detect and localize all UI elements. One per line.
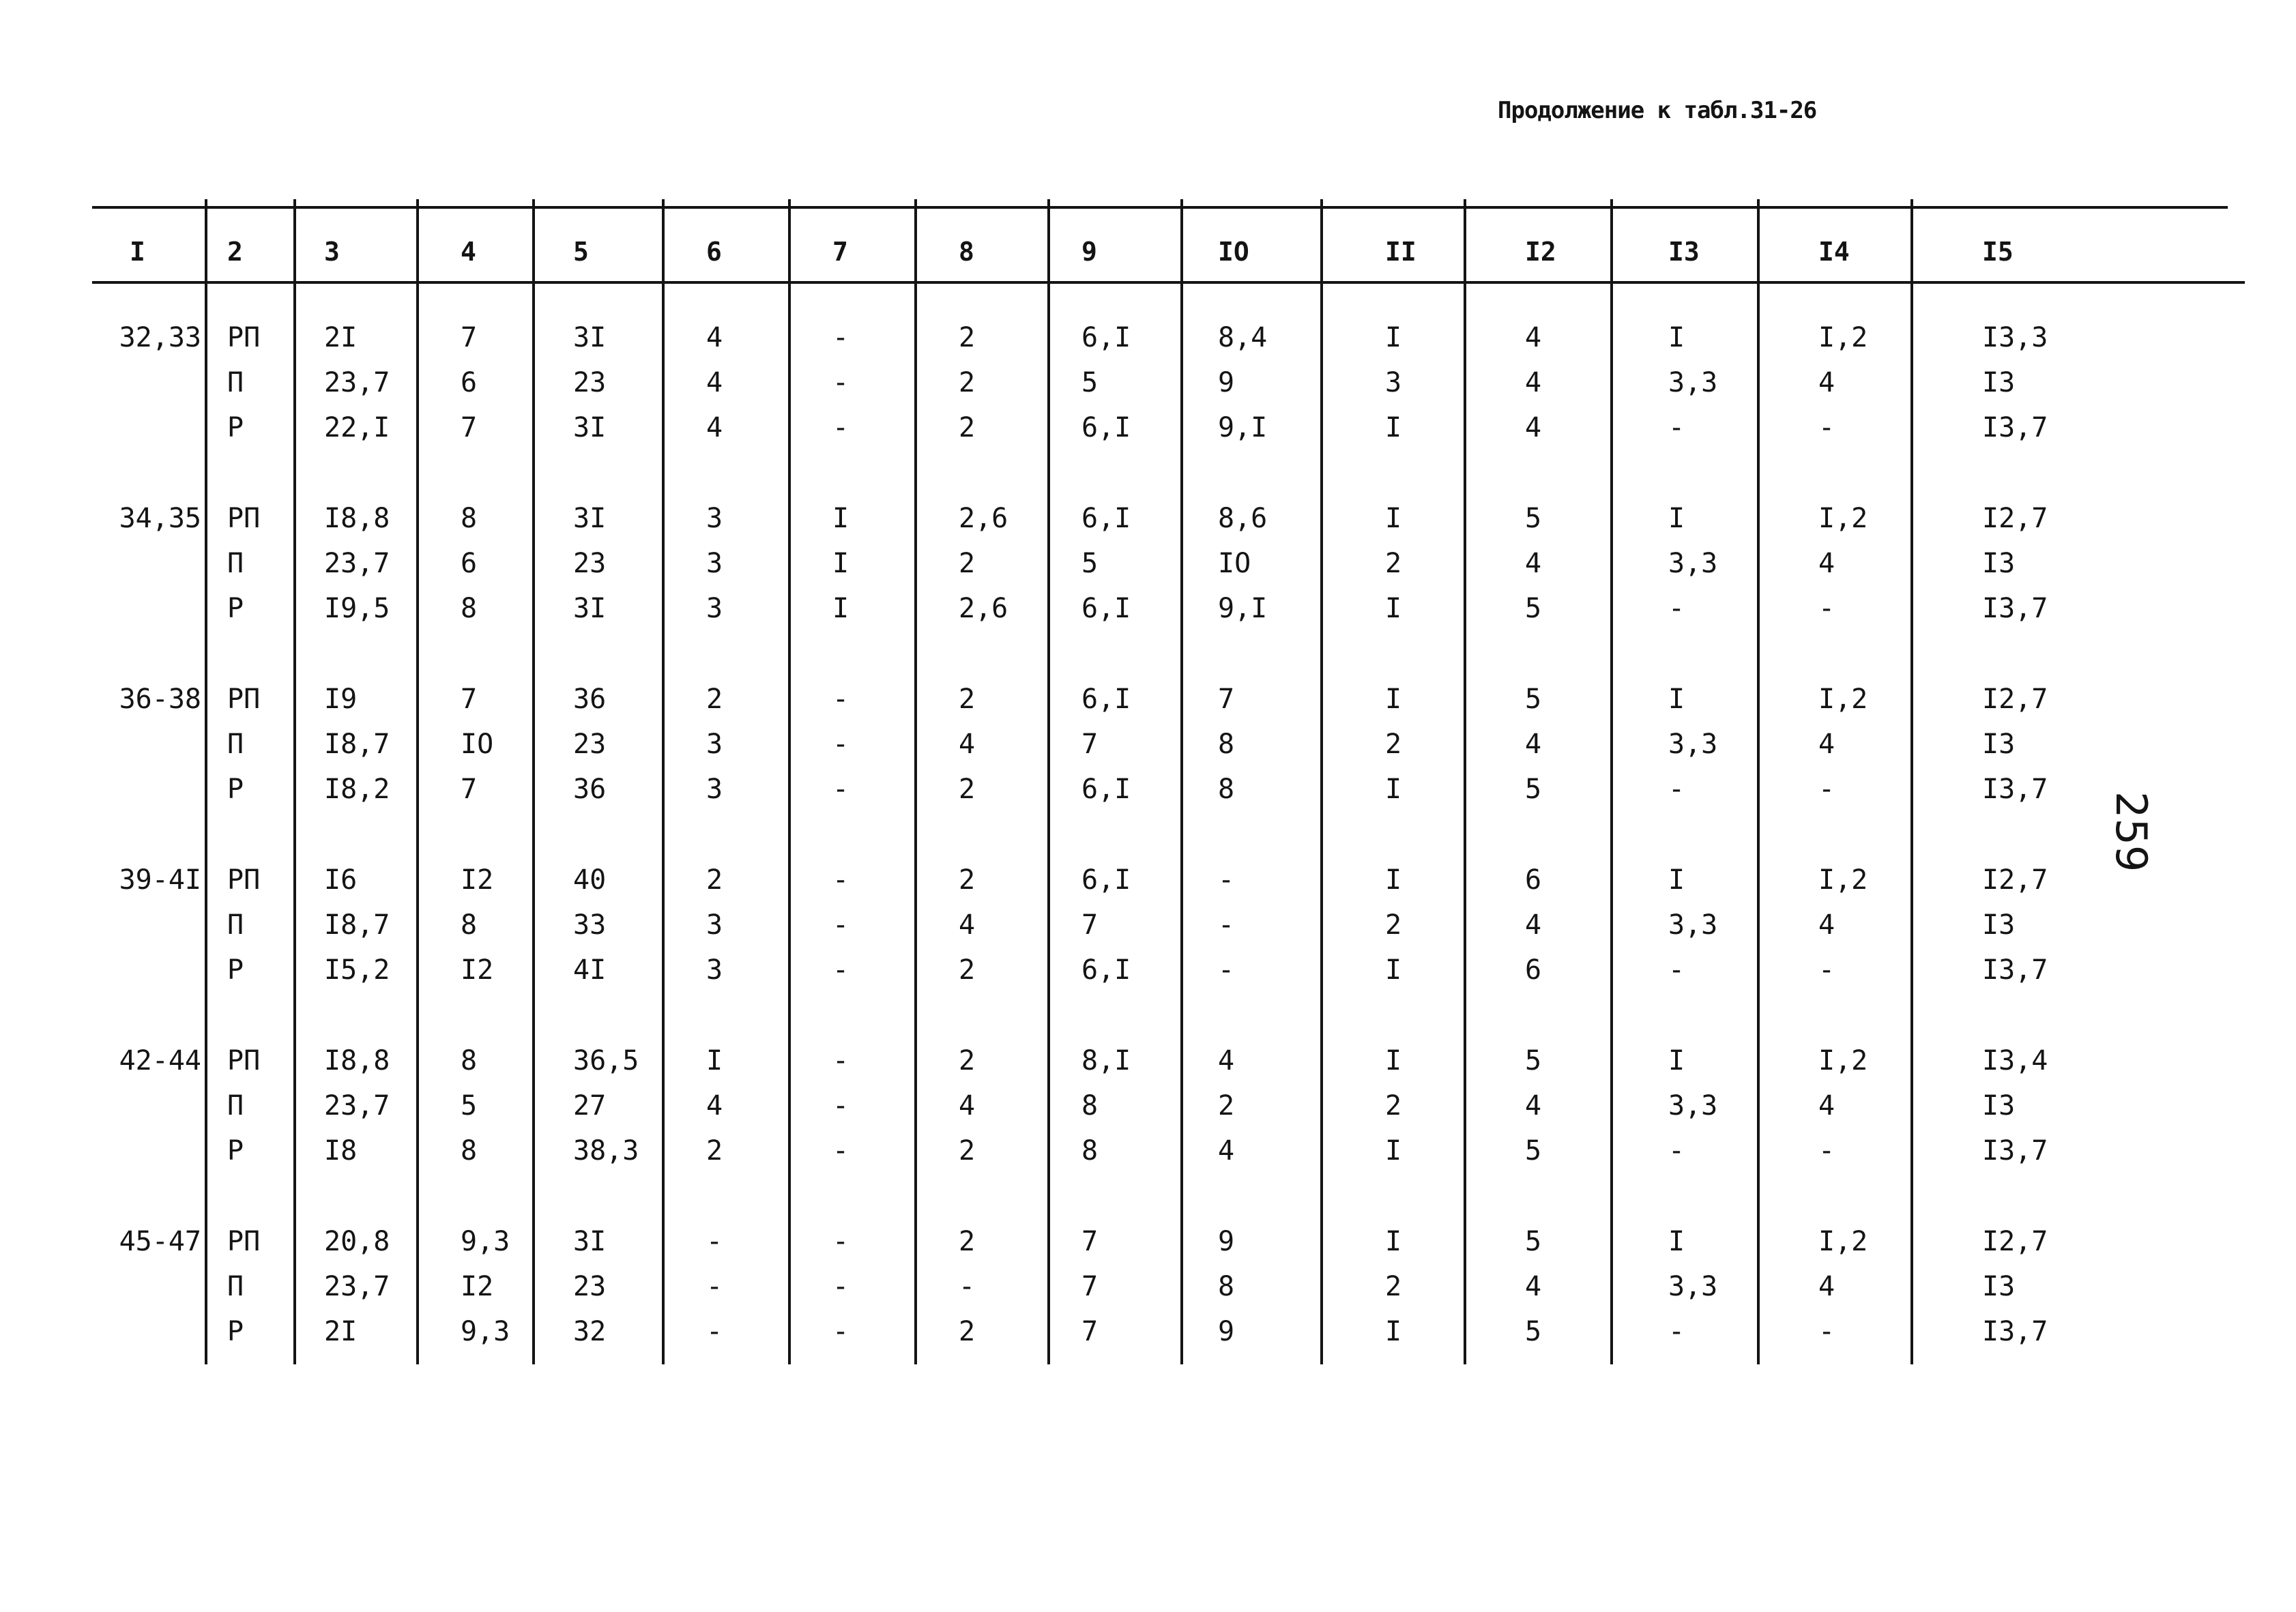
column-rule <box>1610 199 1613 1364</box>
table-cell: 2I <box>324 322 358 353</box>
row-type-label: Р <box>227 593 244 624</box>
table-cell: - <box>1218 864 1235 896</box>
table-cell: 4 <box>1818 909 1835 941</box>
table-cell: - <box>1668 593 1685 624</box>
table-cell: I8,7 <box>324 729 390 760</box>
table-cell: 3,3 <box>1668 909 1718 941</box>
table-cell: 6,I <box>1081 864 1131 896</box>
table-cell: 20,8 <box>324 1226 390 1257</box>
table-cell: I <box>706 1045 723 1076</box>
page-number: 259 <box>2106 791 2156 873</box>
table-cell: - <box>1818 412 1835 443</box>
table-cell: I3,4 <box>1982 1045 2048 1076</box>
table-cell: 2 <box>959 684 976 715</box>
table-cell: I <box>1385 1316 1402 1347</box>
column-header: I4 <box>1818 237 1850 267</box>
column-rule <box>205 199 207 1364</box>
table-cell: - <box>1218 954 1235 986</box>
table-cell: - <box>1668 412 1685 443</box>
table-cell: I2 <box>461 864 494 896</box>
table-cell: - <box>832 1135 849 1167</box>
row-type-label: РП <box>227 322 261 353</box>
table-cell: I <box>1385 864 1402 896</box>
table-cell: 2 <box>959 322 976 353</box>
table-cell: I <box>1668 322 1685 353</box>
table-cell: 32 <box>573 1316 607 1347</box>
table-cell: 2 <box>959 864 976 896</box>
table-cell: I8,7 <box>324 909 390 941</box>
row-type-label: П <box>227 909 244 941</box>
table-cell: 2 <box>1385 548 1402 579</box>
table-cell: 8 <box>1081 1135 1099 1167</box>
table-cell: - <box>832 954 849 986</box>
table-cell: I <box>1385 412 1402 443</box>
table-cell: 4 <box>706 412 723 443</box>
table-cell: 4 <box>1525 412 1542 443</box>
table-cell: 4 <box>1525 1090 1542 1122</box>
table-cell: I2,7 <box>1982 684 2048 715</box>
row-type-label: П <box>227 367 244 398</box>
table-cell: 7 <box>461 412 478 443</box>
table-cell: 5 <box>1525 1045 1542 1076</box>
table-cell: 23,7 <box>324 1090 390 1122</box>
table-cell: 2 <box>706 684 723 715</box>
table-cell: 40 <box>573 864 607 896</box>
table-cell: 2 <box>706 1135 723 1167</box>
table-cell: - <box>832 909 849 941</box>
table-cell: 7 <box>1081 909 1099 941</box>
table-cell: 8,6 <box>1218 503 1268 534</box>
table-cell: I3 <box>1982 367 2016 398</box>
table-cell: 5 <box>1525 1316 1542 1347</box>
table-cell: 3I <box>573 593 607 624</box>
table-cell: 23,7 <box>324 1271 390 1302</box>
table-cell: 8 <box>461 1045 478 1076</box>
table-cell: I,2 <box>1818 1226 1868 1257</box>
column-rule <box>914 199 917 1364</box>
table-cell: 5 <box>1525 503 1542 534</box>
table-cell: 36 <box>573 684 607 715</box>
row-type-label: П <box>227 548 244 579</box>
table-cell: 8,I <box>1081 1045 1131 1076</box>
table-cell: 5 <box>461 1090 478 1122</box>
table-cell: 27 <box>573 1090 607 1122</box>
table-cell: 2 <box>1385 1090 1402 1122</box>
table-cell: 4 <box>1525 1271 1542 1302</box>
table-cell: 7 <box>1081 1316 1099 1347</box>
table-cell: 4 <box>1818 1090 1835 1122</box>
table-cell: 4I <box>573 954 607 986</box>
table-cell: I <box>1385 322 1402 353</box>
table-cell: I2 <box>461 1271 494 1302</box>
column-header: 2 <box>227 237 243 267</box>
table-cell: I2,7 <box>1982 503 2048 534</box>
column-header: I <box>130 237 145 267</box>
table-cell: 3 <box>706 503 723 534</box>
table-cell: - <box>1218 909 1235 941</box>
table-cell: 23 <box>573 1271 607 1302</box>
column-header: 5 <box>573 237 589 267</box>
column-header: 6 <box>706 237 722 267</box>
table-cell: - <box>832 774 849 805</box>
table-cell: - <box>1668 1135 1685 1167</box>
table-cell: I3,7 <box>1982 1316 2048 1347</box>
group-label: 34,35 <box>119 503 201 534</box>
table-cell: 7 <box>1081 729 1099 760</box>
group-label: 32,33 <box>119 322 201 353</box>
table-cell: 3 <box>706 729 723 760</box>
table-cell: 8 <box>1218 1271 1235 1302</box>
table-cell: 23,7 <box>324 548 390 579</box>
column-header: 3 <box>324 237 340 267</box>
table-cell: I5,2 <box>324 954 390 986</box>
table-cell: - <box>832 1226 849 1257</box>
table-cell: I <box>832 503 849 534</box>
table-cell: 8 <box>461 909 478 941</box>
row-type-label: Р <box>227 1316 244 1347</box>
table-cell: I3,7 <box>1982 774 2048 805</box>
row-type-label: П <box>227 729 244 760</box>
column-rule <box>532 199 535 1364</box>
table-cell: I <box>1668 1226 1685 1257</box>
table-cell: 3I <box>573 1226 607 1257</box>
table-cell: 6,I <box>1081 774 1131 805</box>
table-cell: 5 <box>1525 774 1542 805</box>
table-cell: 6 <box>1525 954 1542 986</box>
table-cell: - <box>1818 774 1835 805</box>
table-caption: Продолжение к табл.31-26 <box>1498 97 1817 124</box>
row-type-label: РП <box>227 684 261 715</box>
table-cell: 3,3 <box>1668 1090 1718 1122</box>
table-cell: - <box>1818 954 1835 986</box>
table-cell: 8,4 <box>1218 322 1268 353</box>
table-cell: - <box>1818 1135 1835 1167</box>
table-cell: 3I <box>573 322 607 353</box>
table-cell: I <box>1385 1135 1402 1167</box>
table-cell: - <box>832 412 849 443</box>
table-cell: 4 <box>1525 322 1542 353</box>
table-cell: - <box>1668 1316 1685 1347</box>
table-cell: 4 <box>1818 1271 1835 1302</box>
column-header: IO <box>1218 237 1249 267</box>
table-cell: 2 <box>959 1316 976 1347</box>
column-rule <box>1180 199 1183 1364</box>
row-type-label: РП <box>227 1226 261 1257</box>
table-cell: 4 <box>1525 367 1542 398</box>
table-cell: 2 <box>959 412 976 443</box>
table-cell: 5 <box>1525 684 1542 715</box>
table-cell: 2I <box>324 1316 358 1347</box>
table-cell: 8 <box>461 503 478 534</box>
table-cell: I8,8 <box>324 1045 390 1076</box>
table-cell: I <box>1385 503 1402 534</box>
table-cell: I <box>1385 954 1402 986</box>
table-cell: - <box>706 1271 723 1302</box>
group-label: 42-44 <box>119 1045 201 1076</box>
table-cell: 7 <box>1081 1271 1099 1302</box>
table-cell: 5 <box>1525 1135 1542 1167</box>
table-cell: I <box>1385 684 1402 715</box>
table-cell: I3,7 <box>1982 1135 2048 1167</box>
table-cell: 3I <box>573 503 607 534</box>
column-rule <box>662 199 665 1364</box>
table-cell: 2 <box>706 864 723 896</box>
column-rule <box>1464 199 1466 1364</box>
table-cell: I <box>1385 1226 1402 1257</box>
table-cell: 2,6 <box>959 593 1008 624</box>
table-cell: IO <box>1218 548 1251 579</box>
table-cell: 4 <box>1818 367 1835 398</box>
table-cell: 3,3 <box>1668 729 1718 760</box>
table-cell: 2 <box>959 1045 976 1076</box>
table-cell: 3 <box>706 593 723 624</box>
column-header: 8 <box>959 237 974 267</box>
group-label: 39-4I <box>119 864 201 896</box>
table-cell: 6,I <box>1081 322 1131 353</box>
table-cell: 4 <box>959 1090 976 1122</box>
table-cell: I9,5 <box>324 593 390 624</box>
table-cell: I,2 <box>1818 864 1868 896</box>
table-cell: I <box>1668 864 1685 896</box>
table-cell: 7 <box>1081 1226 1099 1257</box>
table-cell: 3 <box>706 909 723 941</box>
table-cell: I,2 <box>1818 1045 1868 1076</box>
table-cell: I9 <box>324 684 358 715</box>
table-cell: I3,7 <box>1982 593 2048 624</box>
table-cell: I3 <box>1982 909 2016 941</box>
row-type-label: П <box>227 1271 244 1302</box>
table-cell: 3 <box>706 548 723 579</box>
table-cell: 33 <box>573 909 607 941</box>
table-cell: 4 <box>706 322 723 353</box>
table-cell: - <box>832 1316 849 1347</box>
table-cell: I <box>1668 1045 1685 1076</box>
table-cell: IO <box>461 729 494 760</box>
table-cell: 22,I <box>324 412 390 443</box>
group-label: 36-38 <box>119 684 201 715</box>
table-cell: 4 <box>1525 729 1542 760</box>
table-cell: 3 <box>1385 367 1402 398</box>
table-cell: 9 <box>1218 367 1235 398</box>
table-cell: I <box>1385 593 1402 624</box>
table-cell: 5 <box>1525 1226 1542 1257</box>
table-cell: 7 <box>461 774 478 805</box>
table-cell: 2 <box>1218 1090 1235 1122</box>
table-cell: 23 <box>573 729 607 760</box>
table-cell: I,2 <box>1818 322 1868 353</box>
table-cell: 6,I <box>1081 593 1131 624</box>
table-cell: 4 <box>1818 548 1835 579</box>
table-cell: - <box>832 367 849 398</box>
table-cell: 6,I <box>1081 503 1131 534</box>
column-header: II <box>1385 237 1416 267</box>
table-cell: 2 <box>1385 909 1402 941</box>
table-cell: I <box>1385 774 1402 805</box>
table-cell: - <box>832 684 849 715</box>
table-header-rule <box>92 281 2245 284</box>
table-cell: - <box>832 864 849 896</box>
table-cell: 6 <box>461 548 478 579</box>
row-type-label: Р <box>227 774 244 805</box>
table-cell: I <box>832 593 849 624</box>
table-cell: - <box>1818 593 1835 624</box>
table-cell: 3I <box>573 412 607 443</box>
table-cell: 9,3 <box>461 1226 510 1257</box>
table-cell: 4 <box>959 729 976 760</box>
table-cell: 2 <box>959 954 976 986</box>
table-cell: 4 <box>959 909 976 941</box>
table-cell: I6 <box>324 864 358 896</box>
table-cell: 3 <box>706 954 723 986</box>
table-cell: 38,3 <box>573 1135 639 1167</box>
table-cell: I8,2 <box>324 774 390 805</box>
column-rule <box>1320 199 1323 1364</box>
table-cell: 6 <box>1525 864 1542 896</box>
table-cell: 2 <box>959 1135 976 1167</box>
table-cell: - <box>832 729 849 760</box>
table-cell: - <box>1668 954 1685 986</box>
table-cell: 5 <box>1081 548 1099 579</box>
table-cell: 9 <box>1218 1226 1235 1257</box>
table-cell: I <box>1385 1045 1402 1076</box>
table-cell: 2 <box>959 1226 976 1257</box>
table-cell: 23 <box>573 548 607 579</box>
table-cell: I8,8 <box>324 503 390 534</box>
table-cell: 23,7 <box>324 367 390 398</box>
column-rule <box>293 199 296 1364</box>
table-cell: 7 <box>1218 684 1235 715</box>
column-header: 4 <box>461 237 476 267</box>
table-cell: - <box>1818 1316 1835 1347</box>
table-cell: I2,7 <box>1982 864 2048 896</box>
table-cell: 2 <box>1385 1271 1402 1302</box>
table-cell: 8 <box>1218 774 1235 805</box>
table-cell: 3,3 <box>1668 367 1718 398</box>
table-cell: I,2 <box>1818 684 1868 715</box>
row-type-label: РП <box>227 503 261 534</box>
table-cell: I <box>1668 503 1685 534</box>
table-cell: 6,I <box>1081 954 1131 986</box>
table-cell: I3,7 <box>1982 954 2048 986</box>
table-cell: I2,7 <box>1982 1226 2048 1257</box>
row-type-label: Р <box>227 1135 244 1167</box>
table-cell: - <box>832 1271 849 1302</box>
column-header: I3 <box>1668 237 1700 267</box>
table-cell: 7 <box>461 684 478 715</box>
row-type-label: Р <box>227 954 244 986</box>
column-header: I5 <box>1982 237 2014 267</box>
table-cell: 2 <box>959 774 976 805</box>
table-cell: 8 <box>461 1135 478 1167</box>
table-cell: 6,I <box>1081 684 1131 715</box>
table-cell: 3,3 <box>1668 1271 1718 1302</box>
column-rule <box>1910 199 1913 1364</box>
row-type-label: Р <box>227 412 244 443</box>
table-cell: 4 <box>1818 729 1835 760</box>
table-cell: - <box>706 1316 723 1347</box>
table-cell: 5 <box>1525 593 1542 624</box>
column-rule <box>788 199 791 1364</box>
table-cell: 6 <box>461 367 478 398</box>
table-cell: 4 <box>1525 548 1542 579</box>
group-label: 45-47 <box>119 1226 201 1257</box>
table-top-rule <box>92 206 2228 209</box>
table-cell: 8 <box>461 593 478 624</box>
column-rule <box>1757 199 1760 1364</box>
table-cell: - <box>706 1226 723 1257</box>
table-cell: 4 <box>706 1090 723 1122</box>
table-cell: 36,5 <box>573 1045 639 1076</box>
table-cell: 36 <box>573 774 607 805</box>
row-type-label: РП <box>227 1045 261 1076</box>
column-header: I2 <box>1525 237 1556 267</box>
table-cell: I3,3 <box>1982 322 2048 353</box>
table-cell: 9 <box>1218 1316 1235 1347</box>
row-type-label: П <box>227 1090 244 1122</box>
table-cell: - <box>1668 774 1685 805</box>
column-header: 7 <box>832 237 848 267</box>
table-cell: I3 <box>1982 1271 2016 1302</box>
table-cell: I3 <box>1982 1090 2016 1122</box>
column-header: 9 <box>1081 237 1097 267</box>
table-cell: 4 <box>1218 1135 1235 1167</box>
table-cell: 8 <box>1218 729 1235 760</box>
table-cell: 3 <box>706 774 723 805</box>
table-cell: 4 <box>1218 1045 1235 1076</box>
table-cell: I,2 <box>1818 503 1868 534</box>
table-cell: I8 <box>324 1135 358 1167</box>
table-cell: 3,3 <box>1668 548 1718 579</box>
table-cell: 2 <box>959 548 976 579</box>
table-cell: I <box>1668 684 1685 715</box>
column-rule <box>1047 199 1050 1364</box>
table-cell: 5 <box>1081 367 1099 398</box>
column-rule <box>416 199 419 1364</box>
table-cell: 8 <box>1081 1090 1099 1122</box>
table-cell: I3,7 <box>1982 412 2048 443</box>
table-cell: 9,I <box>1218 412 1268 443</box>
table-cell: - <box>832 322 849 353</box>
table-cell: 9,3 <box>461 1316 510 1347</box>
table-cell: 7 <box>461 322 478 353</box>
table-cell: 2 <box>959 367 976 398</box>
table-cell: - <box>832 1045 849 1076</box>
table-cell: I3 <box>1982 548 2016 579</box>
table-cell: - <box>832 1090 849 1122</box>
table-cell: 4 <box>706 367 723 398</box>
row-type-label: РП <box>227 864 261 896</box>
table-cell: I <box>832 548 849 579</box>
table-cell: I3 <box>1982 729 2016 760</box>
table-cell: 6,I <box>1081 412 1131 443</box>
table-cell: 2,6 <box>959 503 1008 534</box>
table-cell: 2 <box>1385 729 1402 760</box>
table-cell: 4 <box>1525 909 1542 941</box>
table-cell: 23 <box>573 367 607 398</box>
table-cell: I2 <box>461 954 494 986</box>
table-cell: - <box>959 1271 976 1302</box>
table-cell: 9,I <box>1218 593 1268 624</box>
